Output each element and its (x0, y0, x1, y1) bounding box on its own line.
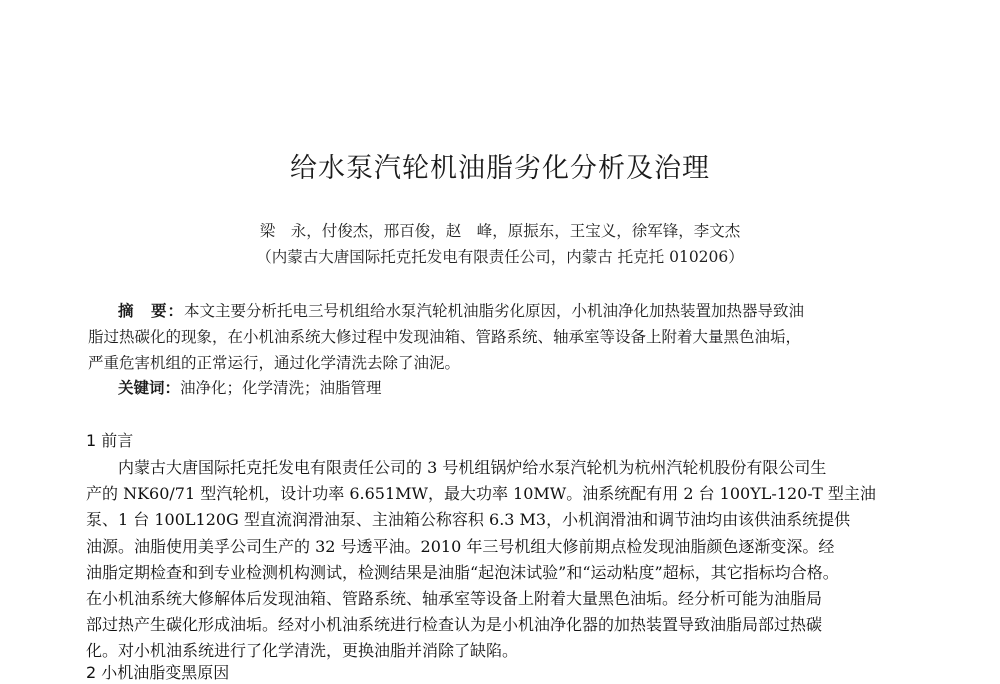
body-line: 油源。油脂使用美孚公司生产的 32 号透平油。2010 年三号机组大修前期点检发现油脂颜色逐渐变深。经 (86, 536, 835, 556)
section-heading-introduction: 1 前言 (86, 431, 134, 450)
abstract (88, 298, 918, 376)
paper-title: 给水泵汽轮机油脂劣化分析及治理 (290, 153, 710, 184)
abstract-line: 严重危害机组的正常运行，通过化学清洗去除了油泥。 (88, 354, 461, 372)
section-body-introduction (86, 455, 916, 665)
body-line: 产的 NK60/71 型汽轮机，设计功率 6.651MW，最大功率 10MW。油系统配有用 2 台 100YL-120-T 型主油 (86, 484, 876, 504)
body-line: 油脂定期检查和到专业检测机构测试，检测结果是油脂“起泡沫试验”和“运动粘度”超标，其它指标均合格。 (86, 562, 839, 582)
body-line: 内蒙古大唐国际托克托发电有限责任公司的 3 号机组锅炉给水泵汽轮机为杭州汽轮机股份有限公司生 (118, 458, 827, 477)
abstract-line: 脂过热碳化的现象，在小机油系统大修过程中发现油箱、管路系统、轴承室等设备上附着大量黑色油垢， (88, 328, 802, 346)
keywords-label: 关键词： (118, 379, 181, 397)
abstract-line (88, 298, 918, 324)
keywords-text: 油净化；化学清洗；油脂管理 (180, 379, 382, 397)
body-line: 在小机油系统大修解体后发现油箱、管路系统、轴承室等设备上附着大量黑色油垢。经分析可能为油脂局 (86, 589, 823, 609)
abstract-label: 摘 要： (118, 302, 185, 320)
keywords (118, 376, 382, 398)
section-heading-cause: 2 小机油脂变黑原因 (86, 663, 230, 682)
body-line: 化。对小机油系统进行了化学清洗，更换油脂并消除了缺陷。 (86, 641, 519, 661)
abstract-text: 本文主要分析托电三号机组给水泵汽轮机油脂劣化原因，小机油净化加热装置加热器导致油 (184, 302, 805, 320)
body-line: 部过热产生碳化形成油垢。经对小机油系统进行检查认为是小机油净化器的加热装置导致油脂局部过热碳 (86, 615, 823, 635)
affiliation: （内蒙古大唐国际托克托发电有限责任公司，内蒙古 托克托 010206） (256, 248, 744, 266)
body-line: 泵、1 台 100L120G 型直流润滑油泵、主油箱公称容积 6.3 M3，小机润滑油和调节油均由该供油系统提供 (86, 510, 851, 530)
author-list: 梁 永，付俊杰，邢百俊，赵 峰，原振东，王宝义，徐军锋，李文杰 (259, 222, 741, 240)
